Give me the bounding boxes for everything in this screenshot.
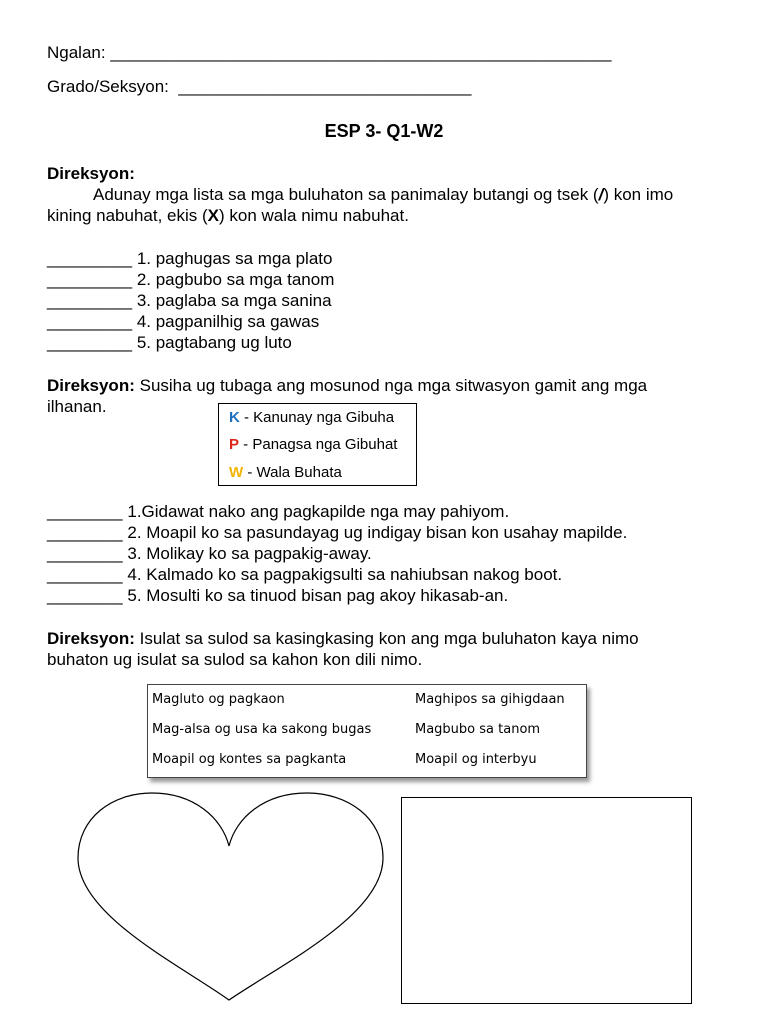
choice-item: Moapil og kontes sa pagkanta <box>152 752 347 767</box>
answer-blank[interactable]: _________ <box>47 312 133 331</box>
grade-label: Grado/Seksyon: <box>47 77 169 96</box>
legend-letter: K <box>229 409 240 426</box>
list-item: _________ 2. pagbubo sa mga tanom <box>47 270 335 289</box>
section2-direction-label: Direksyon: <box>47 376 135 395</box>
section2-instruction-line2: ilhanan. <box>47 397 107 416</box>
section1-instruction-line2: kining nabuhat, ekis (X) kon wala nimu nabuhat. <box>47 206 409 225</box>
list-item: _________ 1. paghugas sa mga plato <box>47 249 333 268</box>
answer-blank[interactable]: ________ <box>47 502 123 521</box>
grade-field[interactable]: _______________________________ <box>178 77 472 96</box>
legend-item-w: W - Wala Buhata <box>229 464 342 481</box>
legend-letter: W <box>229 464 244 481</box>
answer-blank[interactable]: _________ <box>47 333 133 352</box>
choice-item: Mag-alsa og usa ka sakong bugas <box>152 722 372 737</box>
answer-blank[interactable]: _________ <box>47 249 133 268</box>
choice-item: Maghipos sa gihigdaan <box>415 692 565 707</box>
list-item: _________ 3. paglaba sa mga sanina <box>47 291 332 310</box>
section3-direction-label: Direksyon: <box>47 629 135 648</box>
choice-item: Magluto og pagkaon <box>152 692 285 707</box>
page-title: ESP 3- Q1-W2 <box>324 121 444 141</box>
list-item: _________ 4. pagpanilhig sa gawas <box>47 312 320 331</box>
answer-box[interactable] <box>401 797 692 1004</box>
answer-blank[interactable]: ________ <box>47 565 123 584</box>
answer-blank[interactable]: _________ <box>47 291 133 310</box>
list-item: ________ 3. Molikay ko sa pagpakig-away. <box>47 544 372 563</box>
choice-item: Moapil og interbyu <box>415 752 537 767</box>
answer-blank[interactable]: ________ <box>47 586 123 605</box>
name-label: Ngalan: <box>47 43 106 62</box>
answer-blank[interactable]: ________ <box>47 544 123 563</box>
list-item: ________ 5. Mosulti ko sa tinuod bisan pag akoy hikasab-an. <box>47 586 509 605</box>
section2-instruction-line1: Direksyon: Susiha ug tubaga ang mosunod nga mga sitwasyon gamit ang mga <box>47 376 648 395</box>
list-item: ________ 4. Kalmado ko sa pagpakigsulti sa nahiubsan nakog boot. <box>47 565 563 584</box>
list-item: ________ 1.Gidawat nako ang pagkapilde nga may pahiyom. <box>47 502 510 521</box>
list-item: _________ 5. pagtabang ug luto <box>47 333 292 352</box>
legend-item-p: P - Panagsa nga Gibuhat <box>229 436 398 453</box>
answer-blank[interactable]: _________ <box>47 270 133 289</box>
name-field[interactable]: _____________________________________________________ <box>110 43 612 62</box>
section3-instruction-line1: Direksyon: Isulat sa sulod sa kasingkasing kon ang mga buluhaton kaya nimo <box>47 629 639 648</box>
section1-instruction-line1: Adunay mga lista sa mga buluhaton sa panimalay butangi og tsek (/) kon imo <box>93 185 674 204</box>
answer-blank[interactable]: ________ <box>47 523 123 542</box>
legend-letter: P <box>229 436 240 453</box>
legend-item-k: K - Kanunay nga Gibuha <box>229 409 395 426</box>
choice-item: Magbubo sa tanom <box>415 722 541 737</box>
section3-instruction-line2: buhaton ug isulat sa sulod sa kahon kon dili nimo. <box>47 650 423 669</box>
section1-direction-label: Direksyon: <box>47 164 135 183</box>
list-item: ________ 2. Moapil ko sa pasundayag ug indigay bisan kon usahay mapilde. <box>47 523 628 542</box>
